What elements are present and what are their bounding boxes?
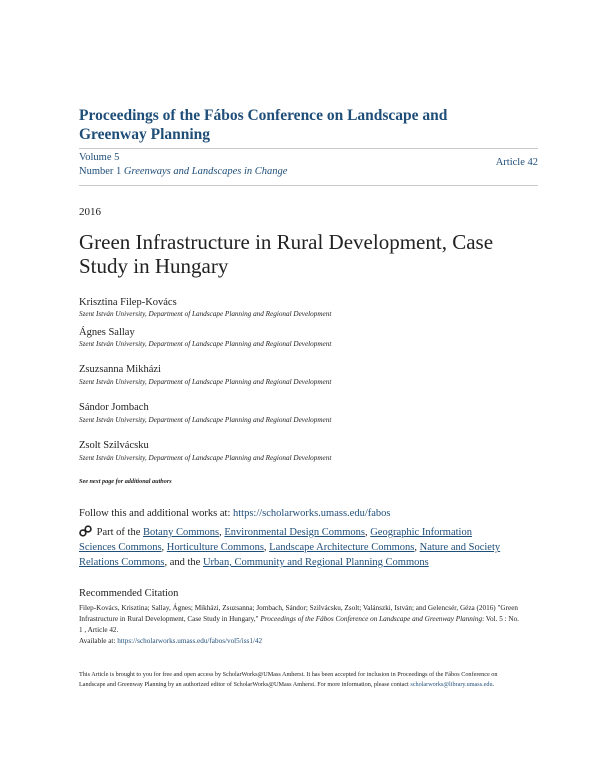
publication-year: 2016: [79, 206, 101, 218]
and-the-text: , and the: [164, 557, 203, 568]
repository-link[interactable]: https://scholarworks.umass.edu/fabos: [233, 508, 391, 519]
separator: ,: [414, 542, 420, 553]
author-affiliation: Szent István University, Department of Landscape Planning and Regional Development: [79, 416, 332, 424]
issue-link[interactable]: [79, 166, 287, 177]
contact-email-link[interactable]: scholarworks@library.umass.edu: [410, 681, 493, 688]
header-rule-bottom: [79, 185, 538, 186]
author-name: Ágnes Sallay: [79, 327, 135, 338]
discipline-link-nature-society-relations[interactable]: Nature and Society Relations Commons: [79, 542, 501, 568]
separator: ,: [364, 527, 371, 538]
citation-url-link[interactable]: https://scholarworks.umass.edu/fabos/vol5/iss1/42: [117, 637, 263, 645]
footer-text: This Article is brought to you for free and open access by ScholarWorks@UMass Amherst. It has been accepted for inclusion in Proceedings of the Fábos Conference on Landscape and Greenway Planning by an authorized editor of ScholarWorks@UMass Amherst. For more information, please contact: [79, 671, 498, 688]
paper-title: Green Infrastructure in Rural Development, Case Study in Hungary: [79, 230, 494, 278]
access-footer-note: [79, 670, 519, 690]
separator: ,: [161, 542, 167, 553]
author-name: Zsolt Szilvácsku: [79, 440, 149, 451]
separator: ,: [263, 542, 270, 553]
discipline-link-landscape-architecture[interactable]: Landscape Architecture Commons: [269, 542, 415, 553]
discipline-link-horticulture[interactable]: Horticulture Commons: [166, 542, 264, 553]
author-name: Sándor Jombach: [79, 402, 149, 413]
see-next-page-note: See next page for additional authors: [79, 478, 172, 485]
part-of-prefix: Part of the: [94, 527, 143, 538]
discipline-link-botany[interactable]: Botany Commons: [143, 527, 220, 538]
header-rule-top: [79, 148, 538, 149]
recommended-citation-heading: Recommended Citation: [79, 588, 179, 599]
article-number-link[interactable]: Article 42: [495, 157, 538, 168]
separator: ,: [219, 527, 225, 538]
citation-volume: : Vol. 5 : No. 1 , Article 42.: [79, 615, 519, 634]
author-affiliation: Szent István University, Department of Landscape Planning and Regional Development: [79, 310, 332, 318]
follow-line: [79, 508, 390, 519]
recommended-citation-text: [79, 603, 519, 647]
author-name: Krisztina Filep-Kovács: [79, 297, 177, 308]
citation-journal: Proceedings of the Fábos Conference on Landscape and Greenway Planning: [260, 615, 483, 623]
author-affiliation: Szent István University, Department of Landscape Planning and Regional Development: [79, 378, 332, 386]
author-name: Zsuzsanna Mikházi: [79, 364, 161, 375]
follow-text: Follow this and additional works at:: [79, 508, 233, 519]
citation-authors-title: Filep-Kovács, Krisztina; Sallay, Ágnes; Mikházi, Zsuzsanna; Jombach, Sándor; Szilvácsku, Zsolt; Valánszki, István; and Gelencsér, Géza (2016) "Green Infrastructure in Rural Development, Case Study in Hungary,": [79, 604, 518, 623]
author-affiliation: Szent István University, Department of Landscape Planning and Regional Development: [79, 454, 332, 462]
footer-end: .: [492, 681, 495, 688]
issue-number: Number 1: [79, 166, 122, 177]
link-icon: [79, 525, 92, 537]
journal-title[interactable]: Proceedings of the Fábos Conference on Landscape and Greenway Planning: [79, 107, 448, 143]
volume-link[interactable]: Volume 5: [79, 152, 120, 163]
discipline-link-environmental-design[interactable]: Environmental Design Commons: [224, 527, 365, 538]
discipline-link-geographic-information-sciences[interactable]: Geographic Information Sciences Commons: [79, 527, 472, 553]
author-affiliation: Szent István University, Department of Landscape Planning and Regional Development: [79, 340, 332, 348]
available-at-label: Available at:: [79, 637, 118, 645]
issue-title: Greenways and Landscapes in Change: [123, 166, 288, 177]
discipline-link-urban-regional-planning[interactable]: Urban, Community and Regional Planning Commons: [202, 557, 429, 568]
disciplines-paragraph: [79, 525, 511, 570]
